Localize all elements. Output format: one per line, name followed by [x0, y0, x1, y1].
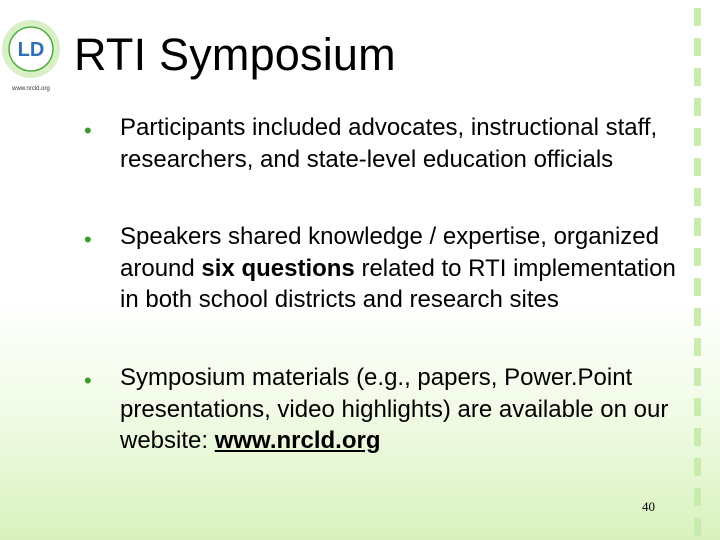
border-dash — [694, 128, 701, 146]
border-dash — [694, 488, 701, 506]
border-dash — [694, 8, 701, 26]
bold-emphasis: six questions — [201, 254, 355, 282]
border-dash — [694, 98, 701, 116]
nrcld-logo — [2, 14, 60, 94]
bullet-text: related to RTI implementation in both school districts and research sites — [120, 254, 676, 313]
bullet-text: Participants included advocates, instructional staff, researchers, and state-level education officials — [120, 114, 658, 173]
border-dash — [694, 398, 701, 416]
slide-title: RTI Symposium — [74, 29, 396, 80]
svg-text:LD: LD — [17, 39, 45, 61]
bullet-icon: • — [84, 227, 92, 252]
page-number: 40 — [642, 499, 655, 514]
decorative-dash-border — [694, 0, 702, 540]
border-dash — [694, 218, 701, 236]
border-dash — [694, 338, 701, 356]
bullet-icon: • — [84, 368, 92, 393]
bullet-icon: • — [84, 118, 92, 143]
bullet-item — [120, 221, 680, 316]
border-dash — [694, 38, 701, 56]
bullet-item — [120, 362, 680, 457]
svg-text:www.nrcld.org: www.nrcld.org — [12, 86, 50, 92]
border-dash — [694, 368, 701, 386]
website-link[interactable]: www.nrcld.org — [214, 427, 381, 454]
bullet-text: Symposium materials (e.g., papers, Power.Point presentations, video highlights) are available on our website: — [120, 364, 669, 454]
border-dash — [694, 68, 701, 86]
border-dash — [694, 458, 701, 476]
border-dash — [694, 308, 701, 326]
border-dash — [694, 158, 701, 176]
border-dash — [694, 518, 701, 536]
bullet-item — [120, 112, 680, 175]
border-dash — [694, 248, 701, 266]
border-dash — [694, 428, 701, 446]
border-dash — [694, 188, 701, 206]
bullet-text: Speakers shared knowledge / expertise, organized around — [120, 223, 659, 282]
border-dash — [694, 278, 701, 296]
